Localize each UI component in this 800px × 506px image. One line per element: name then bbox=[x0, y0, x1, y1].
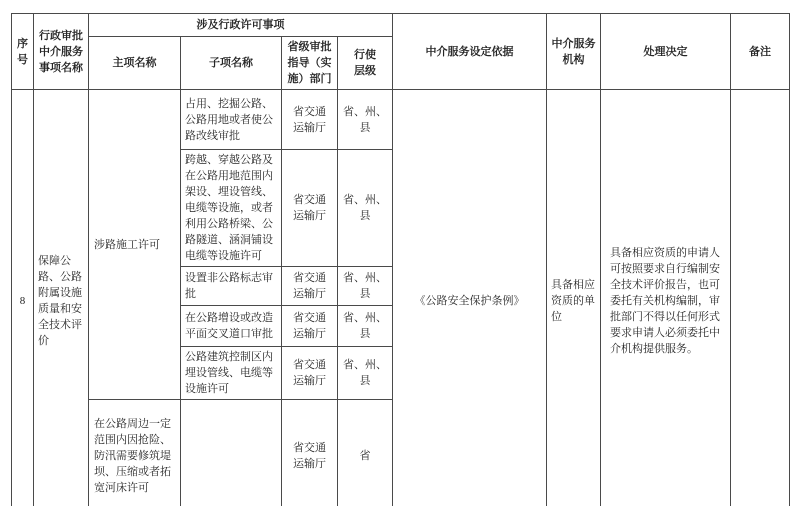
cell-level: 省、州、县 bbox=[338, 267, 393, 306]
header-remark: 备注 bbox=[731, 14, 790, 90]
header-serial: 序号 bbox=[12, 14, 34, 90]
cell-dept: 省交通运输厅 bbox=[282, 267, 338, 306]
cell-level: 省、州、县 bbox=[338, 306, 393, 347]
header-licensing-group: 涉及行政许可事项 bbox=[89, 14, 393, 37]
cell-decision: 具备相应资质的申请人可按照要求自行编制安全技术评价报告，也可委托有关机构编制，审批部门不得以任何形式要求申请人必须委托中介机构提供服务。 bbox=[601, 90, 731, 506]
cell-serial: 8 bbox=[12, 90, 34, 506]
cell-dept: 省交通运输厅 bbox=[282, 347, 338, 400]
cell-sub-item: 公路建筑控制区内埋设管线、电缆等设施许可 bbox=[181, 347, 282, 400]
header-dept: 省级审批指导（实施）部门 bbox=[282, 37, 338, 90]
cell-remark bbox=[731, 90, 790, 506]
cell-dept: 省交通运输厅 bbox=[282, 90, 338, 150]
table-row bbox=[12, 90, 790, 150]
cell-agency: 具备相应资质的单位 bbox=[547, 90, 601, 506]
cell-dept: 省交通运输厅 bbox=[282, 150, 338, 267]
approval-intermediary-services-table bbox=[11, 13, 790, 506]
header-sub-item: 子项名称 bbox=[181, 37, 282, 90]
cell-level: 省 bbox=[338, 400, 393, 506]
header-basis: 中介服务设定依据 bbox=[393, 14, 547, 90]
cell-level: 省、州、县 bbox=[338, 150, 393, 267]
cell-sub-item: 在公路增设或改造平面交叉道口审批 bbox=[181, 306, 282, 347]
cell-sub-item: 设置非公路标志审批 bbox=[181, 267, 282, 306]
cell-main-item-2: 在公路周边一定范围内因抢险、防汛需要修筑堤坝、压缩或者拓宽河床许可 bbox=[89, 400, 181, 506]
header-service-name: 行政审批中介服务事项名称 bbox=[34, 14, 89, 90]
cell-level: 省、州、县 bbox=[338, 90, 393, 150]
cell-basis: 《公路安全保护条例》 bbox=[393, 90, 547, 506]
header-agency: 中介服务机构 bbox=[547, 14, 601, 90]
cell-level: 省、州、县 bbox=[338, 347, 393, 400]
header-level: 行使层级 bbox=[338, 37, 393, 90]
header-row-top bbox=[12, 14, 790, 37]
cell-main-item-1: 涉路施工许可 bbox=[89, 90, 181, 400]
header-decision: 处理决定 bbox=[601, 14, 731, 90]
cell-dept: 省交通运输厅 bbox=[282, 400, 338, 506]
cell-dept: 省交通运输厅 bbox=[282, 306, 338, 347]
cell-service-name: 保障公路、公路附属设施质量和安全技术评价 bbox=[34, 90, 89, 506]
header-main-item: 主项名称 bbox=[89, 37, 181, 90]
cell-sub-item bbox=[181, 400, 282, 506]
cell-sub-item: 跨越、穿越公路及在公路用地范围内架设、埋设管线、电缆等设施，或者利用公路桥梁、公路隧道、涵洞铺设电缆等设施许可 bbox=[181, 150, 282, 267]
cell-sub-item: 占用、挖掘公路、公路用地或者使公路改线审批 bbox=[181, 90, 282, 150]
